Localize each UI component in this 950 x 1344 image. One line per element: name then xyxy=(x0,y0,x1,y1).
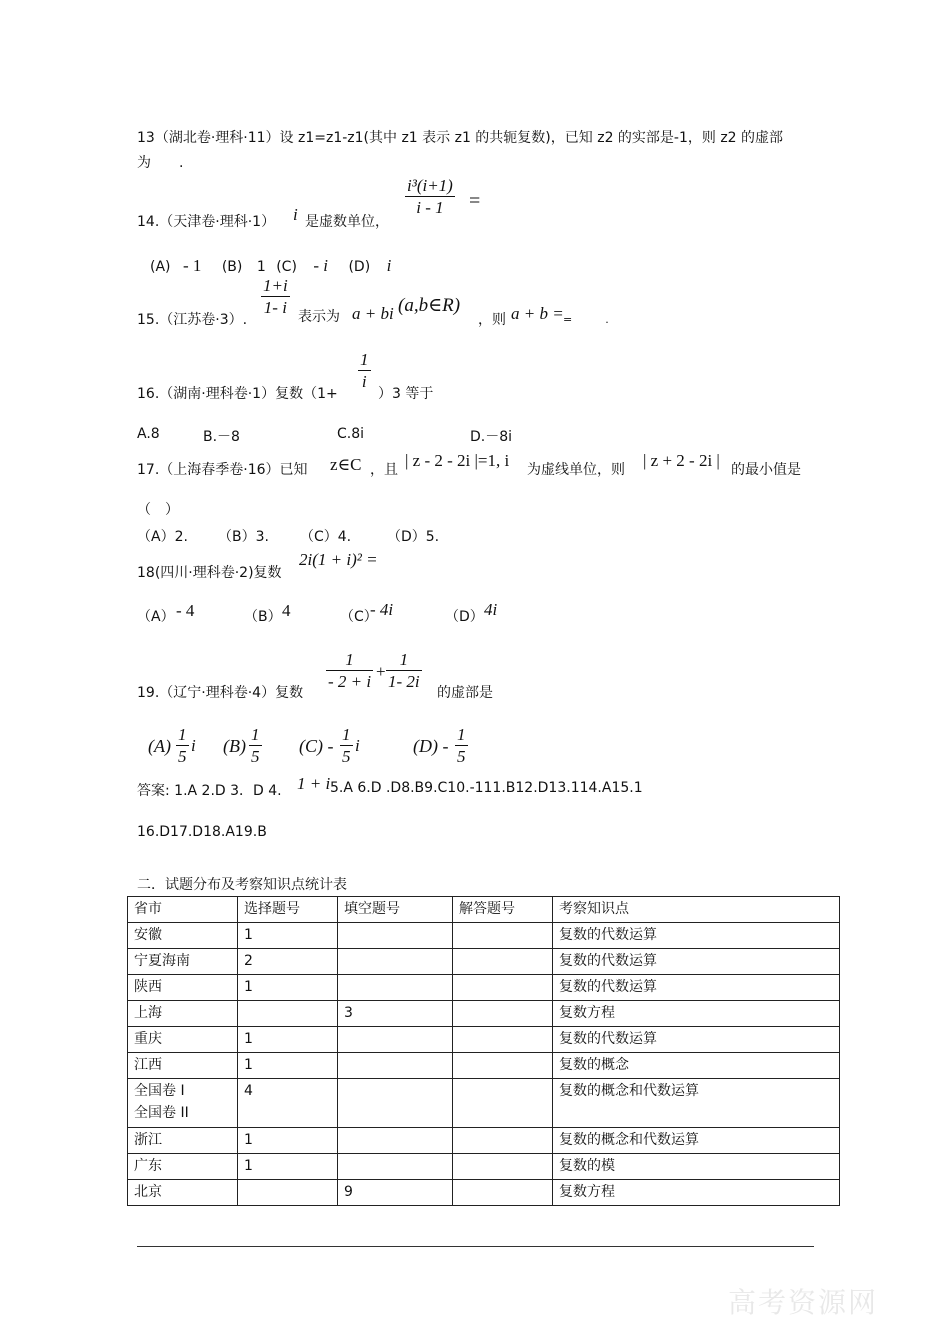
q14-opt-a-value: - 1 xyxy=(182,256,202,275)
cell-province-line1: 全国卷 I xyxy=(134,1083,185,1099)
q15-expr2: (a,b∈R) xyxy=(398,295,461,316)
q17-text3: 的最小值是 xyxy=(731,462,801,478)
q14-options xyxy=(150,256,391,276)
section2-title: 二．试题分布及考察知识点统计表 xyxy=(137,877,347,893)
q15-text1: 表示为 xyxy=(298,309,340,325)
q19-opt-d-label: (D) - xyxy=(413,736,449,756)
q18-opt-a-value: - 4 xyxy=(176,601,195,620)
cell-province-line2: 全国卷 II xyxy=(134,1105,189,1121)
header-choice: 选择题号 xyxy=(238,897,338,923)
q19-opt-c-label: (C) - xyxy=(299,736,334,756)
q14-fraction xyxy=(405,176,455,219)
q16-frac-den: i xyxy=(361,372,367,391)
cell-answer xyxy=(453,923,553,949)
table-row xyxy=(128,1079,840,1128)
cell-fill xyxy=(338,1027,453,1053)
table-row xyxy=(128,1180,840,1206)
table-row xyxy=(128,1128,840,1154)
cell-knowledge: 复数的模 xyxy=(553,1154,840,1180)
q14-frac-num: i³(i+1) xyxy=(407,176,453,195)
q15-expr3: a + b = xyxy=(511,304,564,323)
watermark: 高考资源网 xyxy=(728,1286,879,1319)
cell-choice: 1 xyxy=(238,1128,338,1154)
q14-opt-b-label: (B) xyxy=(221,259,243,275)
q19-opt-d-num: 1 xyxy=(457,725,466,744)
q16-opt-c: C.8i xyxy=(337,426,365,442)
cell-fill xyxy=(338,1128,453,1154)
table-row xyxy=(128,1027,840,1053)
q17-text1: ，且 xyxy=(370,462,398,478)
cell-fill xyxy=(338,949,453,975)
q14-eq: = xyxy=(469,190,481,212)
q14-text: 是虚数单位， xyxy=(305,214,389,230)
cell-choice: 1 xyxy=(238,1053,338,1079)
q14-opt-b-value: 1 xyxy=(256,259,266,275)
header-fill: 填空题号 xyxy=(338,897,453,923)
q19-opt-b-den: 5 xyxy=(251,747,260,766)
q17-expr3: | z + 2 - 2i | xyxy=(643,451,720,470)
cell-answer xyxy=(453,1128,553,1154)
q16-opt-b: B.－8 xyxy=(203,429,240,445)
header-answer: 解答题号 xyxy=(453,897,553,923)
q16-suffix: ）3 等于 xyxy=(378,386,434,402)
q16-prefix: 16.（湖南·理科卷·1）复数（1+ xyxy=(137,386,338,402)
cell-province: 江西 xyxy=(128,1053,238,1079)
cell-knowledge: 复数的代数运算 xyxy=(553,1027,840,1053)
cell-choice: 1 xyxy=(238,1154,338,1180)
q17-paren: （ ） xyxy=(137,502,179,518)
q19-suffix: 的虚部是 xyxy=(437,685,493,701)
cell-knowledge: 复数方程 xyxy=(553,1180,840,1206)
q18-opt-a-label: （A） xyxy=(137,609,175,625)
table-row xyxy=(128,1001,840,1027)
q19-opt-a-frac xyxy=(176,725,189,768)
cell-province: 广东 xyxy=(128,1154,238,1180)
q16-frac-num: 1 xyxy=(360,350,369,369)
q19-opt-b-frac xyxy=(249,725,262,768)
q15-prefix: 15.（江苏卷·3）. xyxy=(137,312,248,328)
cell-answer xyxy=(453,1027,553,1053)
q17-text2: 为虚线单位，则 xyxy=(527,462,625,478)
q18-opt-d-value: 4i xyxy=(484,600,498,619)
q18-expr: 2i(1 + i)² = xyxy=(299,550,378,569)
q19-opt-a-label: (A) xyxy=(148,736,171,756)
table-header-row xyxy=(128,897,840,923)
cell-knowledge: 复数的概念和代数运算 xyxy=(553,1079,840,1128)
header-knowledge: 考察知识点 xyxy=(553,897,840,923)
q15-frac-num: 1+i xyxy=(263,276,288,295)
cell-choice: 1 xyxy=(238,1027,338,1053)
q19-opt-b-label: (B) xyxy=(223,736,246,756)
table-row xyxy=(128,1053,840,1079)
q19-opt-a-den: 5 xyxy=(178,747,187,766)
q19-opt-c-frac xyxy=(340,725,353,768)
q19-frac1-num: 1 xyxy=(326,650,373,671)
cell-fill xyxy=(338,975,453,1001)
cell-fill: 9 xyxy=(338,1180,453,1206)
q18-prefix: 18(四川·理科卷·2)复数 xyxy=(137,565,282,581)
q19-opt-d-frac xyxy=(455,725,468,768)
q19-opt-a-tail: i xyxy=(191,736,196,755)
answers-rest: 5.A 6.D .D8.B9.C10.-111.B12.D13.114.A15.1 xyxy=(330,780,643,796)
answers-expr: 1 + i xyxy=(297,774,331,793)
q19-frac2-den: 1- 2i xyxy=(388,672,420,691)
q14-opt-c-label: (C) xyxy=(276,259,297,275)
cell-province: 陕西 xyxy=(128,975,238,1001)
q15-expr1: a + bi xyxy=(352,304,394,323)
q19-opt-b-num: 1 xyxy=(251,725,260,744)
q13-line2: 为 . xyxy=(137,155,184,171)
cell-choice xyxy=(238,1180,338,1206)
cell-knowledge: 复数的代数运算 xyxy=(553,975,840,1001)
q17-opt-d: （D）5. xyxy=(387,529,440,545)
q14-opt-a-label: (A) xyxy=(150,259,171,275)
q14-prefix: 14.（天津卷·理科·1） xyxy=(137,214,276,230)
cell-province: 宁夏海南 xyxy=(128,949,238,975)
cell-choice: 1 xyxy=(238,923,338,949)
q16-opt-a: A.8 xyxy=(137,426,160,442)
cell-province: 重庆 xyxy=(128,1027,238,1053)
stats-table xyxy=(127,896,840,1206)
q17-expr1: z∈C xyxy=(330,455,362,474)
cell-choice: 1 xyxy=(238,975,338,1001)
q13-line1: 13（湖北卷·理科·11）设 z1=z1-z1(其中 z1 表示 z1 的共轭复数)，已知 z2 的实部是-1，则 z2 的虚部 xyxy=(137,130,784,146)
cell-fill: 3 xyxy=(338,1001,453,1027)
cell-province: 浙江 xyxy=(128,1128,238,1154)
q18-opt-b-value: 4 xyxy=(282,601,291,620)
footer-rule xyxy=(137,1246,814,1247)
cell-knowledge: 复数的概念 xyxy=(553,1053,840,1079)
cell-province: 北京 xyxy=(128,1180,238,1206)
cell-province: 上海 xyxy=(128,1001,238,1027)
cell-answer xyxy=(453,949,553,975)
q19-opt-c-tail: i xyxy=(355,736,360,755)
cell-answer xyxy=(453,1180,553,1206)
q18-opt-c-label: （C） xyxy=(340,609,378,625)
table-row xyxy=(128,1154,840,1180)
cell-choice xyxy=(238,1001,338,1027)
header-province: 省市 xyxy=(128,897,238,923)
q19-opt-c-den: 5 xyxy=(342,747,351,766)
cell-province xyxy=(128,1079,238,1128)
cell-fill xyxy=(338,1053,453,1079)
cell-answer xyxy=(453,1154,553,1180)
table-row xyxy=(128,975,840,1001)
q15-fraction xyxy=(261,276,290,319)
q16-opt-d: D.－8i xyxy=(470,429,513,445)
q19-fraction-2 xyxy=(386,650,422,693)
cell-answer xyxy=(453,1079,553,1128)
cell-fill xyxy=(338,923,453,949)
cell-knowledge: 复数的概念和代数运算 xyxy=(553,1128,840,1154)
q19-opt-c-num: 1 xyxy=(342,725,351,744)
table-row xyxy=(128,923,840,949)
cell-fill xyxy=(338,1079,453,1128)
cell-answer xyxy=(453,1001,553,1027)
q19-frac1-den: - 2 + i xyxy=(328,672,372,691)
table-row xyxy=(128,949,840,975)
q17-expr2: | z - 2 - 2i |=1, i xyxy=(405,451,510,470)
q19-opt-d-den: 5 xyxy=(457,747,466,766)
q14-i: i xyxy=(293,205,298,224)
q19-frac2-num: 1 xyxy=(386,650,422,671)
cell-province: 安徽 xyxy=(128,923,238,949)
q14-opt-d-label: (D) xyxy=(348,259,371,275)
q19-plus: + xyxy=(376,662,386,681)
q15-tail: = . xyxy=(563,313,609,326)
q15-frac-den: 1- i xyxy=(263,298,287,317)
q19-prefix: 19.（辽宁·理科卷·4）复数 xyxy=(137,685,304,701)
q18-opt-d-label: （D） xyxy=(445,609,484,625)
q18-opt-b-label: （B） xyxy=(244,609,282,625)
q17-opt-c: （C）4. xyxy=(300,529,352,545)
q19-fraction-1 xyxy=(326,650,373,693)
cell-knowledge: 复数的代数运算 xyxy=(553,923,840,949)
cell-answer xyxy=(453,1053,553,1079)
cell-choice: 2 xyxy=(238,949,338,975)
q18-opt-c-value: - 4i xyxy=(370,600,394,619)
q14-opt-c-value: - i xyxy=(313,256,328,275)
q14-frac-den: i - 1 xyxy=(416,198,444,217)
q19-opt-a-num: 1 xyxy=(178,725,187,744)
q16-fraction xyxy=(358,350,371,393)
q17-prefix: 17.（上海春季卷·16）已知 xyxy=(137,462,308,478)
cell-answer xyxy=(453,975,553,1001)
answers-prefix: 答案: 1.A 2.D 3．D 4. xyxy=(137,783,282,799)
q15-text2: ，则 xyxy=(478,312,506,328)
q17-opt-b: （B）3. xyxy=(218,529,269,545)
q14-opt-d-value: i xyxy=(386,256,392,275)
cell-choice: 4 xyxy=(238,1079,338,1128)
q17-opt-a: （A）2. xyxy=(137,529,188,545)
cell-knowledge: 复数的代数运算 xyxy=(553,949,840,975)
cell-knowledge: 复数方程 xyxy=(553,1001,840,1027)
cell-fill xyxy=(338,1154,453,1180)
answers-line2: 16.D17.D18.A19.B xyxy=(137,824,267,840)
